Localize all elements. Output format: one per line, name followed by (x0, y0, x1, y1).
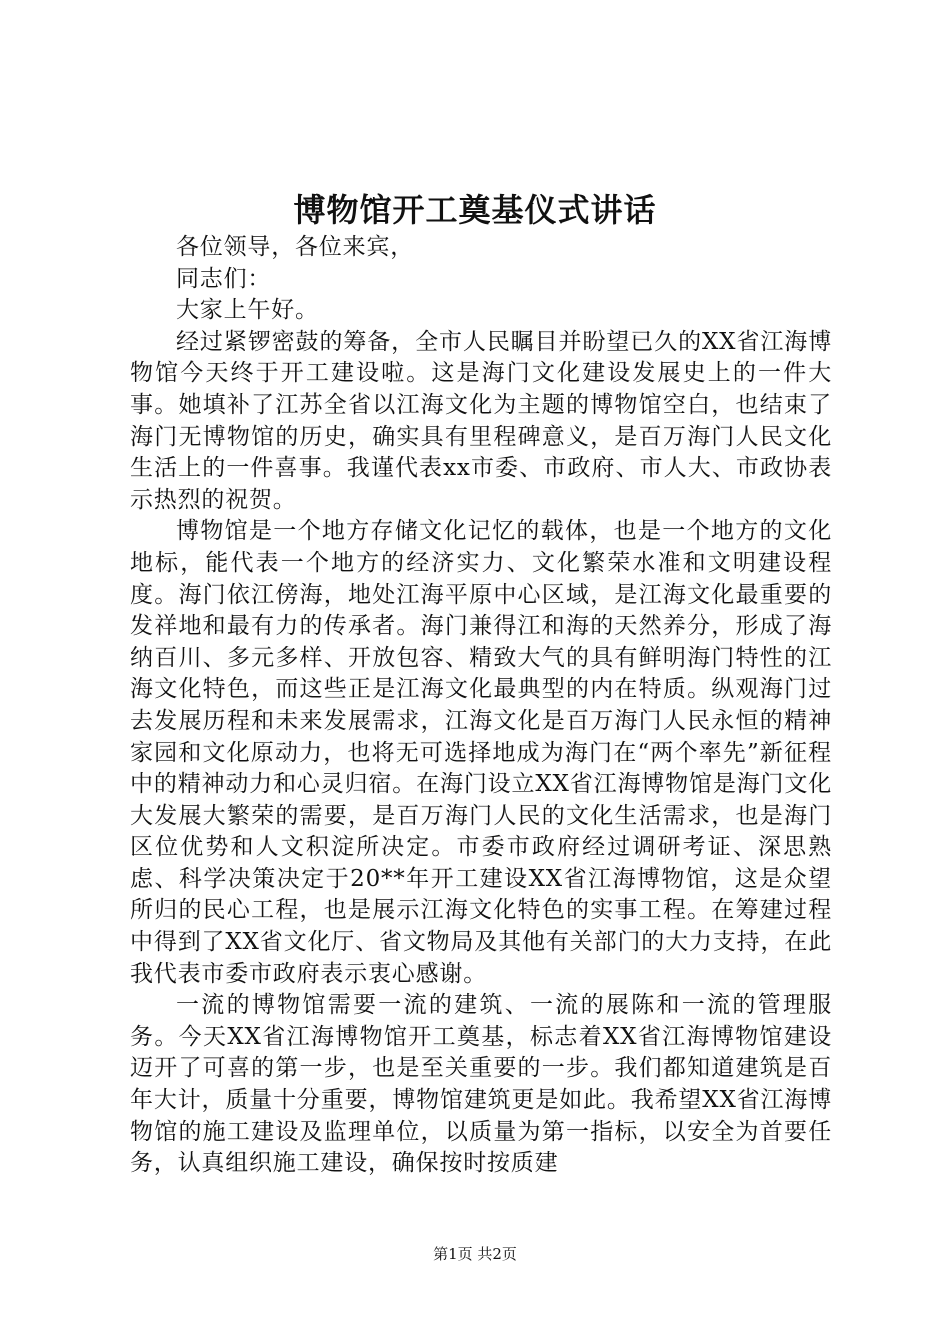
document-title: 博物馆开工奠基仪式讲话 (293, 191, 657, 229)
document-body (130, 232, 832, 1180)
body-paragraph-2: 博物馆是一个地方存储文化记忆的载体，也是一个地方的文化地标，能代表一个地方的经济实力、文化繁荣水准和文明建设程度。海门依江傍海，地处江海平原中心区域，是江海文化最重要的发祥地和最有力的传承者。海门兼得江和海的天然养分，形成了海纳百川、多元多样、开放包容、精致大气的具有鲜明海门特性的江海文化特色，而这些正是江海文化最典型的内在特质。纵观海门过去发展历程和未来发展需求，江海文化是百万海门人民永恒的精神家园和文化原动力，也将无可选择地成为海门在“两个率先”新征程中的精神动力和心灵归宿。在海门设立XX省江海博物馆是海门文化大发展大繁荣的需要，是百万海门人民的文化生活需求，也是海门区位优势和人文积淀所决定。市委市政府经过调研考证、深思熟虑、科学决策决定于20**年开工建设XX省江海博物馆，这是众望所归的民心工程，也是展示江海文化特色的实事工程。在筹建过程中得到了XX省文化厅、省文物局及其他有关部门的大力支持，在此我代表市委市政府表示衷心感谢。 (130, 518, 832, 987)
body-paragraph-1: 经过紧锣密鼓的筹备，全市人民瞩目并盼望已久的XX省江海博物馆今天终于开工建设啦。这是海门文化建设发展史上的一件大事。她填补了江苏全省以江海文化为主题的博物馆空白，也结束了海门无博物馆的历史，确实具有里程碑意义，是百万海门人民文化生活上的一件喜事。我谨代表xx市委、市政府、市人大、市政协表示热烈的祝贺。 (130, 328, 832, 513)
page-number-footer: 第1页 共2页 (433, 1245, 517, 1263)
body-paragraph-3: 一流的博物馆需要一流的建筑、一流的展陈和一流的管理服务。今天XX省江海博物馆开工奠基，标志着XX省江海博物馆建设迈开了可喜的第一步，也是至关重要的一步。我们都知道建筑是百年大计，质量十分重要，博物馆建筑更是如此。我希望XX省江海博物馆的施工建设及监理单位，以质量为第一指标，以安全为首要任务，认真组织施工建设，确保按时按质建 (130, 992, 832, 1177)
greeting-comrades: 同志们： (176, 265, 272, 292)
greeting-morning: 大家上午好。 (176, 297, 319, 324)
greeting-leaders: 各位领导，各位来宾， (176, 234, 414, 260)
